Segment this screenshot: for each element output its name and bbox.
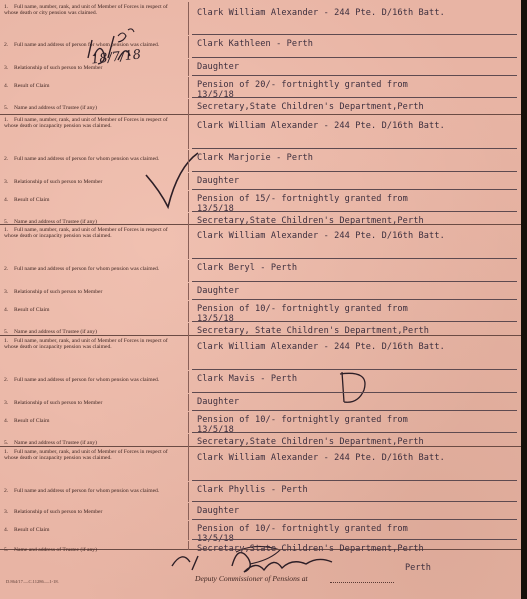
field-label-text: Full name and address of person for whom pension was claimed. bbox=[14, 156, 160, 162]
form-row bbox=[0, 371, 521, 393]
claim-section bbox=[0, 2, 521, 115]
form-row bbox=[0, 521, 521, 544]
typed-value: Pension of 15/- fortnightly granted from 13/5/18 bbox=[197, 194, 408, 214]
field-number: 3. bbox=[4, 289, 9, 295]
field-number: 4. bbox=[4, 197, 9, 203]
field-label-text: Full name, number, rank, and unit of Member of Forces in respect of whose death or incapacity pension was claimed. bbox=[4, 338, 168, 351]
typed-value: Clark William Alexander - 244 Pte. D/16th Batt. bbox=[197, 231, 445, 241]
field-divider bbox=[180, 371, 189, 393]
field-number: 1. bbox=[4, 227, 9, 233]
field-divider bbox=[180, 434, 189, 447]
field-label bbox=[4, 307, 182, 313]
field-number: 3. bbox=[4, 400, 9, 406]
field-divider bbox=[180, 77, 189, 98]
field-divider bbox=[180, 482, 189, 502]
value-underline bbox=[192, 97, 517, 98]
claim-section bbox=[0, 225, 521, 336]
field-label-text: Full name and address of person for whom pension was claimed. bbox=[14, 377, 160, 383]
typed-value: Clark Marjorie - Perth bbox=[197, 153, 314, 163]
form-code: D.864/17.—C.11286.—1-18. bbox=[6, 579, 59, 584]
field-label-text: Relationship of such person to Member bbox=[14, 289, 103, 295]
form-row bbox=[0, 115, 521, 149]
field-label-text: Name and address of Trustee (if any) bbox=[14, 440, 97, 446]
typed-value: Secretary, State Children's Department,Perth bbox=[197, 326, 430, 336]
field-divider bbox=[180, 541, 189, 550]
field-number: 5. bbox=[4, 440, 9, 446]
form-row bbox=[0, 541, 521, 554]
field-label bbox=[4, 65, 182, 71]
value-underline bbox=[192, 75, 517, 76]
form-row bbox=[0, 173, 521, 190]
field-label-text: Result of Claim bbox=[14, 527, 50, 533]
value-underline bbox=[192, 281, 517, 282]
typed-value: Pension of 10/- fortnightly granted from 13/5/18 bbox=[197, 304, 408, 324]
value-underline bbox=[192, 480, 517, 481]
field-number: 5. bbox=[4, 547, 9, 553]
scan-edge bbox=[521, 0, 527, 599]
field-number: 1. bbox=[4, 449, 9, 455]
field-label-text: Result of Claim bbox=[14, 197, 50, 203]
typed-value: Pension of 10/- fortnightly granted from 13/5/18 bbox=[197, 524, 408, 544]
typed-value: Pension of 10/- fortnightly granted from 13/5/18 bbox=[197, 415, 408, 435]
field-divider bbox=[180, 36, 189, 58]
form-row bbox=[0, 434, 521, 447]
field-divider bbox=[180, 115, 189, 149]
field-label-text: Relationship of such person to Member bbox=[14, 400, 103, 406]
value-underline bbox=[192, 519, 517, 520]
field-divider bbox=[180, 283, 189, 300]
value-underline bbox=[192, 539, 517, 540]
typed-value: Clark Phyllis - Perth bbox=[197, 485, 308, 495]
typed-value: Clark William Alexander - 244 Pte. D/16th Batt. bbox=[197, 342, 445, 352]
field-label bbox=[4, 329, 182, 335]
form-row bbox=[0, 503, 521, 520]
field-divider bbox=[180, 521, 189, 540]
field-label bbox=[4, 105, 182, 111]
field-label-text: Name and address of Trustee (if any) bbox=[14, 219, 97, 225]
typed-value: Secretary,State Children's Department,Perth bbox=[197, 544, 424, 554]
field-divider bbox=[180, 173, 189, 190]
form-row bbox=[0, 77, 521, 98]
field-label-text: Name and address of Trustee (if any) bbox=[14, 547, 97, 553]
field-number: 3. bbox=[4, 179, 9, 185]
typed-value: Daughter bbox=[197, 176, 240, 186]
field-number: 3. bbox=[4, 65, 9, 71]
field-label bbox=[4, 488, 182, 494]
form-row bbox=[0, 2, 521, 35]
value-underline bbox=[192, 258, 517, 259]
field-number: 1. bbox=[4, 4, 9, 10]
claim-section bbox=[0, 447, 521, 554]
field-divider bbox=[180, 260, 189, 282]
field-label-text: Result of Claim bbox=[14, 307, 50, 313]
field-number: 5. bbox=[4, 105, 9, 111]
field-label-text: Full name and address of person for whom pension was claimed. bbox=[14, 42, 160, 48]
value-underline bbox=[192, 392, 517, 393]
handwritten-date: 18/7/18 bbox=[90, 47, 142, 68]
footer-place: Perth bbox=[405, 563, 431, 573]
form-row bbox=[0, 336, 521, 370]
typed-value: Daughter bbox=[197, 506, 240, 516]
field-label bbox=[4, 156, 182, 162]
value-underline bbox=[192, 410, 517, 411]
field-label-text: Full name, number, rank, and unit of Member of Forces in respect of whose death or incapacity pension was claimed. bbox=[4, 227, 168, 240]
form-row bbox=[0, 447, 521, 481]
field-label bbox=[4, 527, 182, 533]
field-label bbox=[4, 377, 182, 383]
value-underline bbox=[192, 211, 517, 212]
footer-dotted-line bbox=[330, 582, 394, 583]
value-underline bbox=[192, 171, 517, 172]
value-underline bbox=[192, 369, 517, 370]
value-underline bbox=[192, 57, 517, 58]
field-number: 5. bbox=[4, 329, 9, 335]
claim-section bbox=[0, 115, 521, 225]
field-number: 2. bbox=[4, 266, 9, 272]
form-row bbox=[0, 225, 521, 259]
typed-value: Clark Mavis - Perth bbox=[197, 374, 298, 384]
field-label bbox=[4, 179, 182, 185]
field-divider bbox=[180, 323, 189, 336]
field-label bbox=[4, 509, 182, 515]
field-label-text: Relationship of such person to Member bbox=[14, 65, 103, 71]
field-label-text: Result of Claim bbox=[14, 418, 50, 424]
typed-value: Pension of 20/- fortnightly granted from 13/5/18 bbox=[197, 80, 408, 100]
form-row bbox=[0, 394, 521, 411]
field-label bbox=[4, 197, 182, 203]
form-row bbox=[0, 323, 521, 336]
field-divider bbox=[180, 447, 189, 481]
field-label-text: Name and address of Trustee (if any) bbox=[14, 105, 97, 111]
form-row bbox=[0, 482, 521, 502]
field-number: 4. bbox=[4, 418, 9, 424]
field-number: 4. bbox=[4, 527, 9, 533]
field-divider bbox=[180, 191, 189, 212]
footer-caption: Deputy Commissioner of Pensions at bbox=[195, 574, 308, 583]
typed-value: Secretary,State Children's Department,Perth bbox=[197, 437, 424, 447]
typed-value: Secretary,State Children's Department,Perth bbox=[197, 216, 424, 226]
form-row bbox=[0, 59, 521, 76]
field-number: 1. bbox=[4, 117, 9, 123]
value-underline bbox=[192, 189, 517, 190]
field-divider bbox=[180, 225, 189, 259]
field-number: 2. bbox=[4, 156, 9, 162]
field-label bbox=[4, 117, 182, 130]
field-number: 2. bbox=[4, 488, 9, 494]
field-divider bbox=[180, 2, 189, 35]
field-label-text: Relationship of such person to Member bbox=[14, 509, 103, 515]
value-underline bbox=[192, 501, 517, 502]
form-row bbox=[0, 36, 521, 58]
field-label-text: Result of Claim bbox=[14, 83, 50, 89]
field-label bbox=[4, 418, 182, 424]
typed-value: Daughter bbox=[197, 397, 240, 407]
form-row bbox=[0, 191, 521, 212]
form-row bbox=[0, 301, 521, 322]
field-label bbox=[4, 289, 182, 295]
field-number: 5. bbox=[4, 219, 9, 225]
field-divider bbox=[180, 394, 189, 411]
field-divider bbox=[180, 301, 189, 322]
field-divider bbox=[180, 99, 189, 115]
field-number: 4. bbox=[4, 83, 9, 89]
field-label bbox=[4, 42, 182, 48]
value-underline bbox=[192, 299, 517, 300]
field-label bbox=[4, 449, 182, 462]
field-divider bbox=[180, 503, 189, 520]
field-label bbox=[4, 440, 182, 446]
typed-value: Clark Kathleen - Perth bbox=[197, 39, 314, 49]
field-label-text: Full name, number, rank, and unit of Member of Forces in respect of whose death or incapacity pension was claimed. bbox=[4, 117, 168, 130]
field-label bbox=[4, 400, 182, 406]
typed-value: Daughter bbox=[197, 62, 240, 72]
form-row bbox=[0, 150, 521, 172]
field-divider bbox=[180, 150, 189, 172]
field-divider bbox=[180, 412, 189, 433]
typed-value: Daughter bbox=[197, 286, 240, 296]
value-underline bbox=[192, 148, 517, 149]
typed-value: Clark William Alexander - 244 Pte. D/16th Batt. bbox=[197, 8, 445, 18]
field-number: 3. bbox=[4, 509, 9, 515]
form-row bbox=[0, 412, 521, 433]
field-label-text: Name and address of Trustee (if any) bbox=[14, 329, 97, 335]
field-number: 2. bbox=[4, 377, 9, 383]
value-underline bbox=[192, 321, 517, 322]
field-divider bbox=[180, 336, 189, 370]
field-label-text: Full name, number, rank, and unit of Member of Forces in respect of whose death or incapacity pension was claimed. bbox=[4, 449, 168, 462]
field-label bbox=[4, 227, 182, 240]
field-label bbox=[4, 83, 182, 89]
typed-value: Clark William Alexander - 244 Pte. D/16th Batt. bbox=[197, 453, 445, 463]
value-underline bbox=[192, 34, 517, 35]
field-label bbox=[4, 547, 182, 553]
field-label bbox=[4, 266, 182, 272]
typed-value: Clark William Alexander - 244 Pte. D/16th Batt. bbox=[197, 121, 445, 131]
field-number: 2. bbox=[4, 42, 9, 48]
field-label-text: Relationship of such person to Member bbox=[14, 179, 103, 185]
form-row bbox=[0, 260, 521, 282]
typed-value: Secretary,State Children's Department,Perth bbox=[197, 102, 424, 112]
typed-value: Clark Beryl - Perth bbox=[197, 263, 298, 273]
field-number: 1. bbox=[4, 338, 9, 344]
field-label-text: Full name, number, rank, and unit of Member of Forces in respect of whose death or city pension was claimed. bbox=[4, 4, 168, 17]
form-row bbox=[0, 283, 521, 300]
field-label bbox=[4, 338, 182, 351]
claim-section bbox=[0, 336, 521, 447]
field-number: 4. bbox=[4, 307, 9, 313]
value-underline bbox=[192, 432, 517, 433]
field-label bbox=[4, 4, 182, 17]
field-label-text: Full name and address of person for whom pension was claimed. bbox=[14, 488, 160, 494]
field-label-text: Full name and address of person for whom pension was claimed. bbox=[14, 266, 160, 272]
form-row bbox=[0, 99, 521, 115]
field-divider bbox=[180, 59, 189, 76]
